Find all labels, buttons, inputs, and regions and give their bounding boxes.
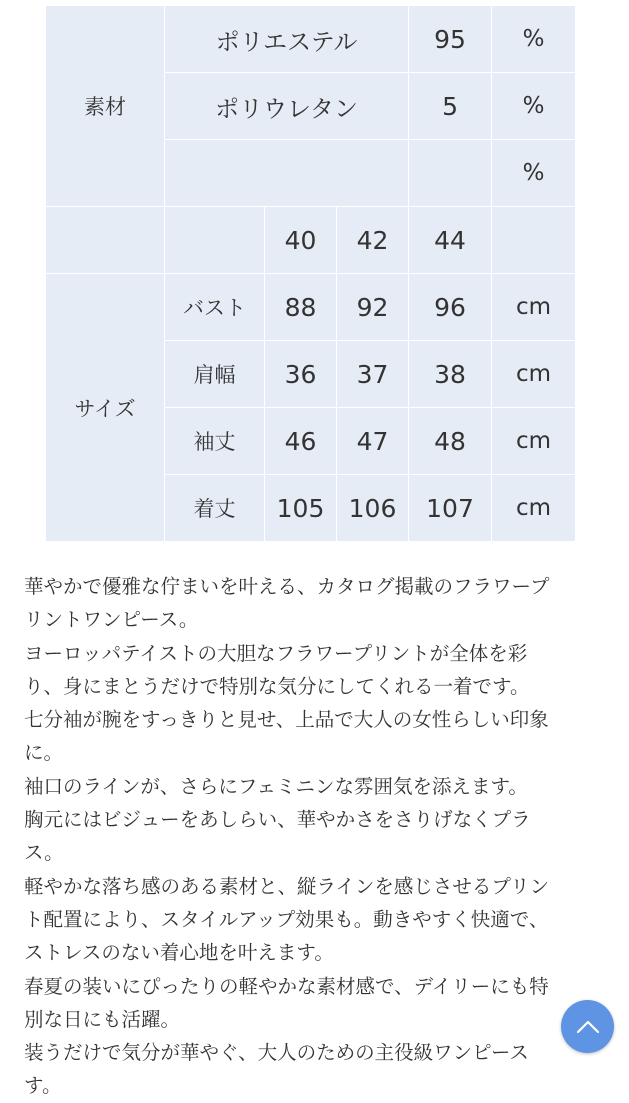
description-paragraph: 軽やかな落ち感のある素材と、縦ラインを感じさせるプリン ト配置により、スタイルアップ効果も。動きやすく快適で、 ストレスのない着心地を叶えます。: [24, 874, 550, 965]
measure-value: 36: [265, 341, 337, 408]
measure-unit: cm: [492, 408, 576, 475]
blank-cell: [46, 207, 165, 274]
back-to-top-button[interactable]: [561, 1000, 614, 1053]
measure-unit: cm: [492, 475, 576, 542]
size-label: サイズ: [46, 274, 165, 542]
material-value: [409, 140, 492, 207]
size-header: 44: [409, 207, 492, 274]
measure-value: 47: [337, 408, 409, 475]
material-name: [165, 140, 409, 207]
description-paragraph: 袖口のラインが、さらにフェミニンな雰囲気を添えます。: [24, 774, 528, 798]
description-paragraph: 春夏の装いにぴったりの軽やかな素材感で、デイリーにも特 別な日にも活躍。: [24, 974, 549, 1031]
blank-cell: [492, 207, 576, 274]
measure-name: 着丈: [165, 475, 265, 542]
description-paragraph: ヨーロッパテイストの大胆なフラワープリントが全体を彩 り、身にまとうだけで特別な気分にしてくれる一着です。: [24, 641, 530, 698]
measure-name: バスト: [165, 274, 265, 341]
material-value: 95: [409, 6, 492, 73]
measure-value: 46: [265, 408, 337, 475]
measure-name: 袖丈: [165, 408, 265, 475]
measure-value: 107: [409, 475, 492, 542]
material-unit: %: [492, 73, 576, 140]
measure-value: 105: [265, 475, 337, 542]
measure-name: 肩幅: [165, 341, 265, 408]
size-header: 40: [265, 207, 337, 274]
material-unit: %: [492, 6, 576, 73]
spec-table: [45, 5, 576, 542]
material-name: ポリエステル: [165, 6, 409, 73]
measure-value: 88: [265, 274, 337, 341]
measure-unit: cm: [492, 341, 576, 408]
measure-value: 48: [409, 408, 492, 475]
material-name: ポリウレタン: [165, 73, 409, 140]
measure-value: 106: [337, 475, 409, 542]
blank-cell: [165, 207, 265, 274]
product-description: [24, 570, 614, 1103]
size-header-row: [46, 207, 576, 274]
measure-unit: cm: [492, 274, 576, 341]
material-value: 5: [409, 73, 492, 140]
description-paragraph: 装うだけで気分が華やぐ、大人のための主役級ワンピース す。: [24, 1041, 529, 1098]
chevron-up-icon: [575, 1019, 601, 1035]
material-row: [46, 6, 576, 73]
measure-value: 92: [337, 274, 409, 341]
measure-value: 38: [409, 341, 492, 408]
description-paragraph: 華やかで優雅な佇まいを叶える、カタログ掲載のフラワープ リントワンピース。: [24, 575, 550, 632]
measure-value: 37: [337, 341, 409, 408]
description-paragraph: 七分袖が腕をすっきりと見せ、上品で大人の女性らしい印象 に。: [24, 708, 549, 765]
measure-value: 96: [409, 274, 492, 341]
description-paragraph: 胸元にはビジューをあしらい、華やかさをさりげなくプラ ス。: [24, 808, 531, 865]
size-row: [46, 274, 576, 341]
size-header: 42: [337, 207, 409, 274]
material-unit: %: [492, 140, 576, 207]
material-label: 素材: [46, 6, 165, 207]
